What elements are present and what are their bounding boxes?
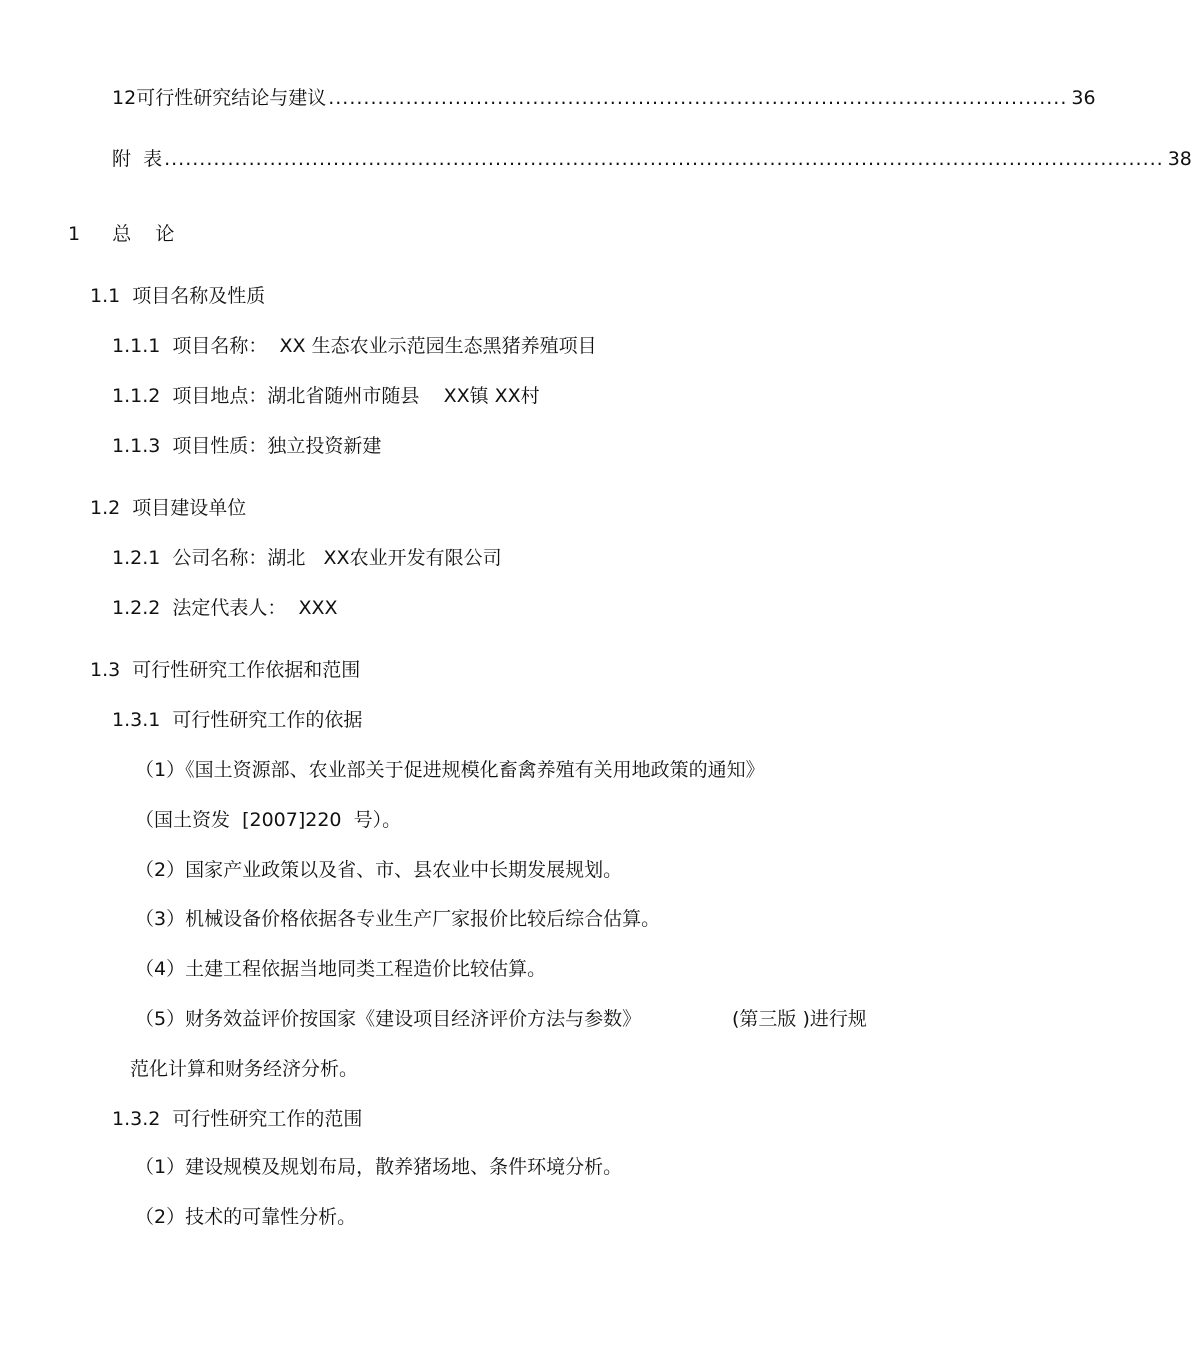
project-name-line: 1.1.1 项目名称： XX 生态农业示范园生态黑猪养殖项目 — [112, 335, 597, 357]
section-heading-1-1: 1.1 项目名称及性质 — [90, 285, 266, 307]
scope-item-1: （1）建设规模及规划布局，散养猪场地、条件环境分析。 — [135, 1156, 623, 1178]
basis-item-5-tail: (第三版 )进行规 — [732, 1008, 867, 1030]
toc-number: 12 — [112, 87, 137, 109]
subsection-heading-1-3-2: 1.3.2 可行性研究工作的范围 — [112, 1108, 363, 1130]
company-name-line: 1.2.1 公司名称：湖北 XX农业开发有限公司 — [112, 547, 502, 569]
project-nature-line: 1.1.3 项目性质：独立投资新建 — [112, 435, 382, 457]
basis-item-5: （5）财务效益评价按国家《建设项目经济评价方法与参数》 — [135, 1008, 642, 1030]
toc-leader-dots: .............................................................................................................................................. — [164, 148, 1164, 170]
basis-item-2: （2）国家产业政策以及省、市、县农业中长期发展规划。 — [135, 859, 623, 881]
toc-title: 可行性研究结论与建议 — [136, 87, 327, 109]
scope-item-2: （2）技术的可靠性分析。 — [135, 1206, 357, 1228]
basis-item-3: （3）机械设备价格依据各专业生产厂家报价比较后综合估算。 — [135, 908, 661, 930]
basis-item-1-continued: （国土资发 [2007]220 号）。 — [135, 809, 402, 831]
toc-leader-dots: ......................................................................................................... — [328, 87, 1068, 109]
section-heading-1-2: 1.2 项目建设单位 — [90, 497, 247, 519]
subsection-heading-1-3-1: 1.3.1 可行性研究工作的依据 — [112, 709, 363, 731]
section-heading-1-3: 1.3 可行性研究工作依据和范围 — [90, 659, 361, 681]
chapter-title: 总 论 — [112, 223, 175, 245]
toc-entry-12[interactable] — [112, 86, 1096, 110]
chapter-heading — [68, 222, 174, 246]
basis-item-1: （1）《国土资源部、农业部关于促进规模化畜禽养殖有关用地政策的通知》 — [135, 759, 765, 781]
toc-page-number: 38 — [1167, 148, 1192, 170]
basis-item-4: （4）土建工程依据当地同类工程造价比较估算。 — [135, 958, 547, 980]
basis-item-5-continued: 范化计算和财务经济分析。 — [130, 1058, 359, 1080]
toc-entry-appendix[interactable] — [112, 147, 1192, 171]
toc-title: 附 表 — [112, 148, 163, 170]
project-location-line: 1.1.2 项目地点：湖北省随州市随县 XX镇 XX村 — [112, 385, 540, 407]
legal-representative-line: 1.2.2 法定代表人： XXX — [112, 597, 338, 619]
chapter-number: 1 — [68, 223, 81, 245]
toc-page-number: 36 — [1071, 87, 1096, 109]
